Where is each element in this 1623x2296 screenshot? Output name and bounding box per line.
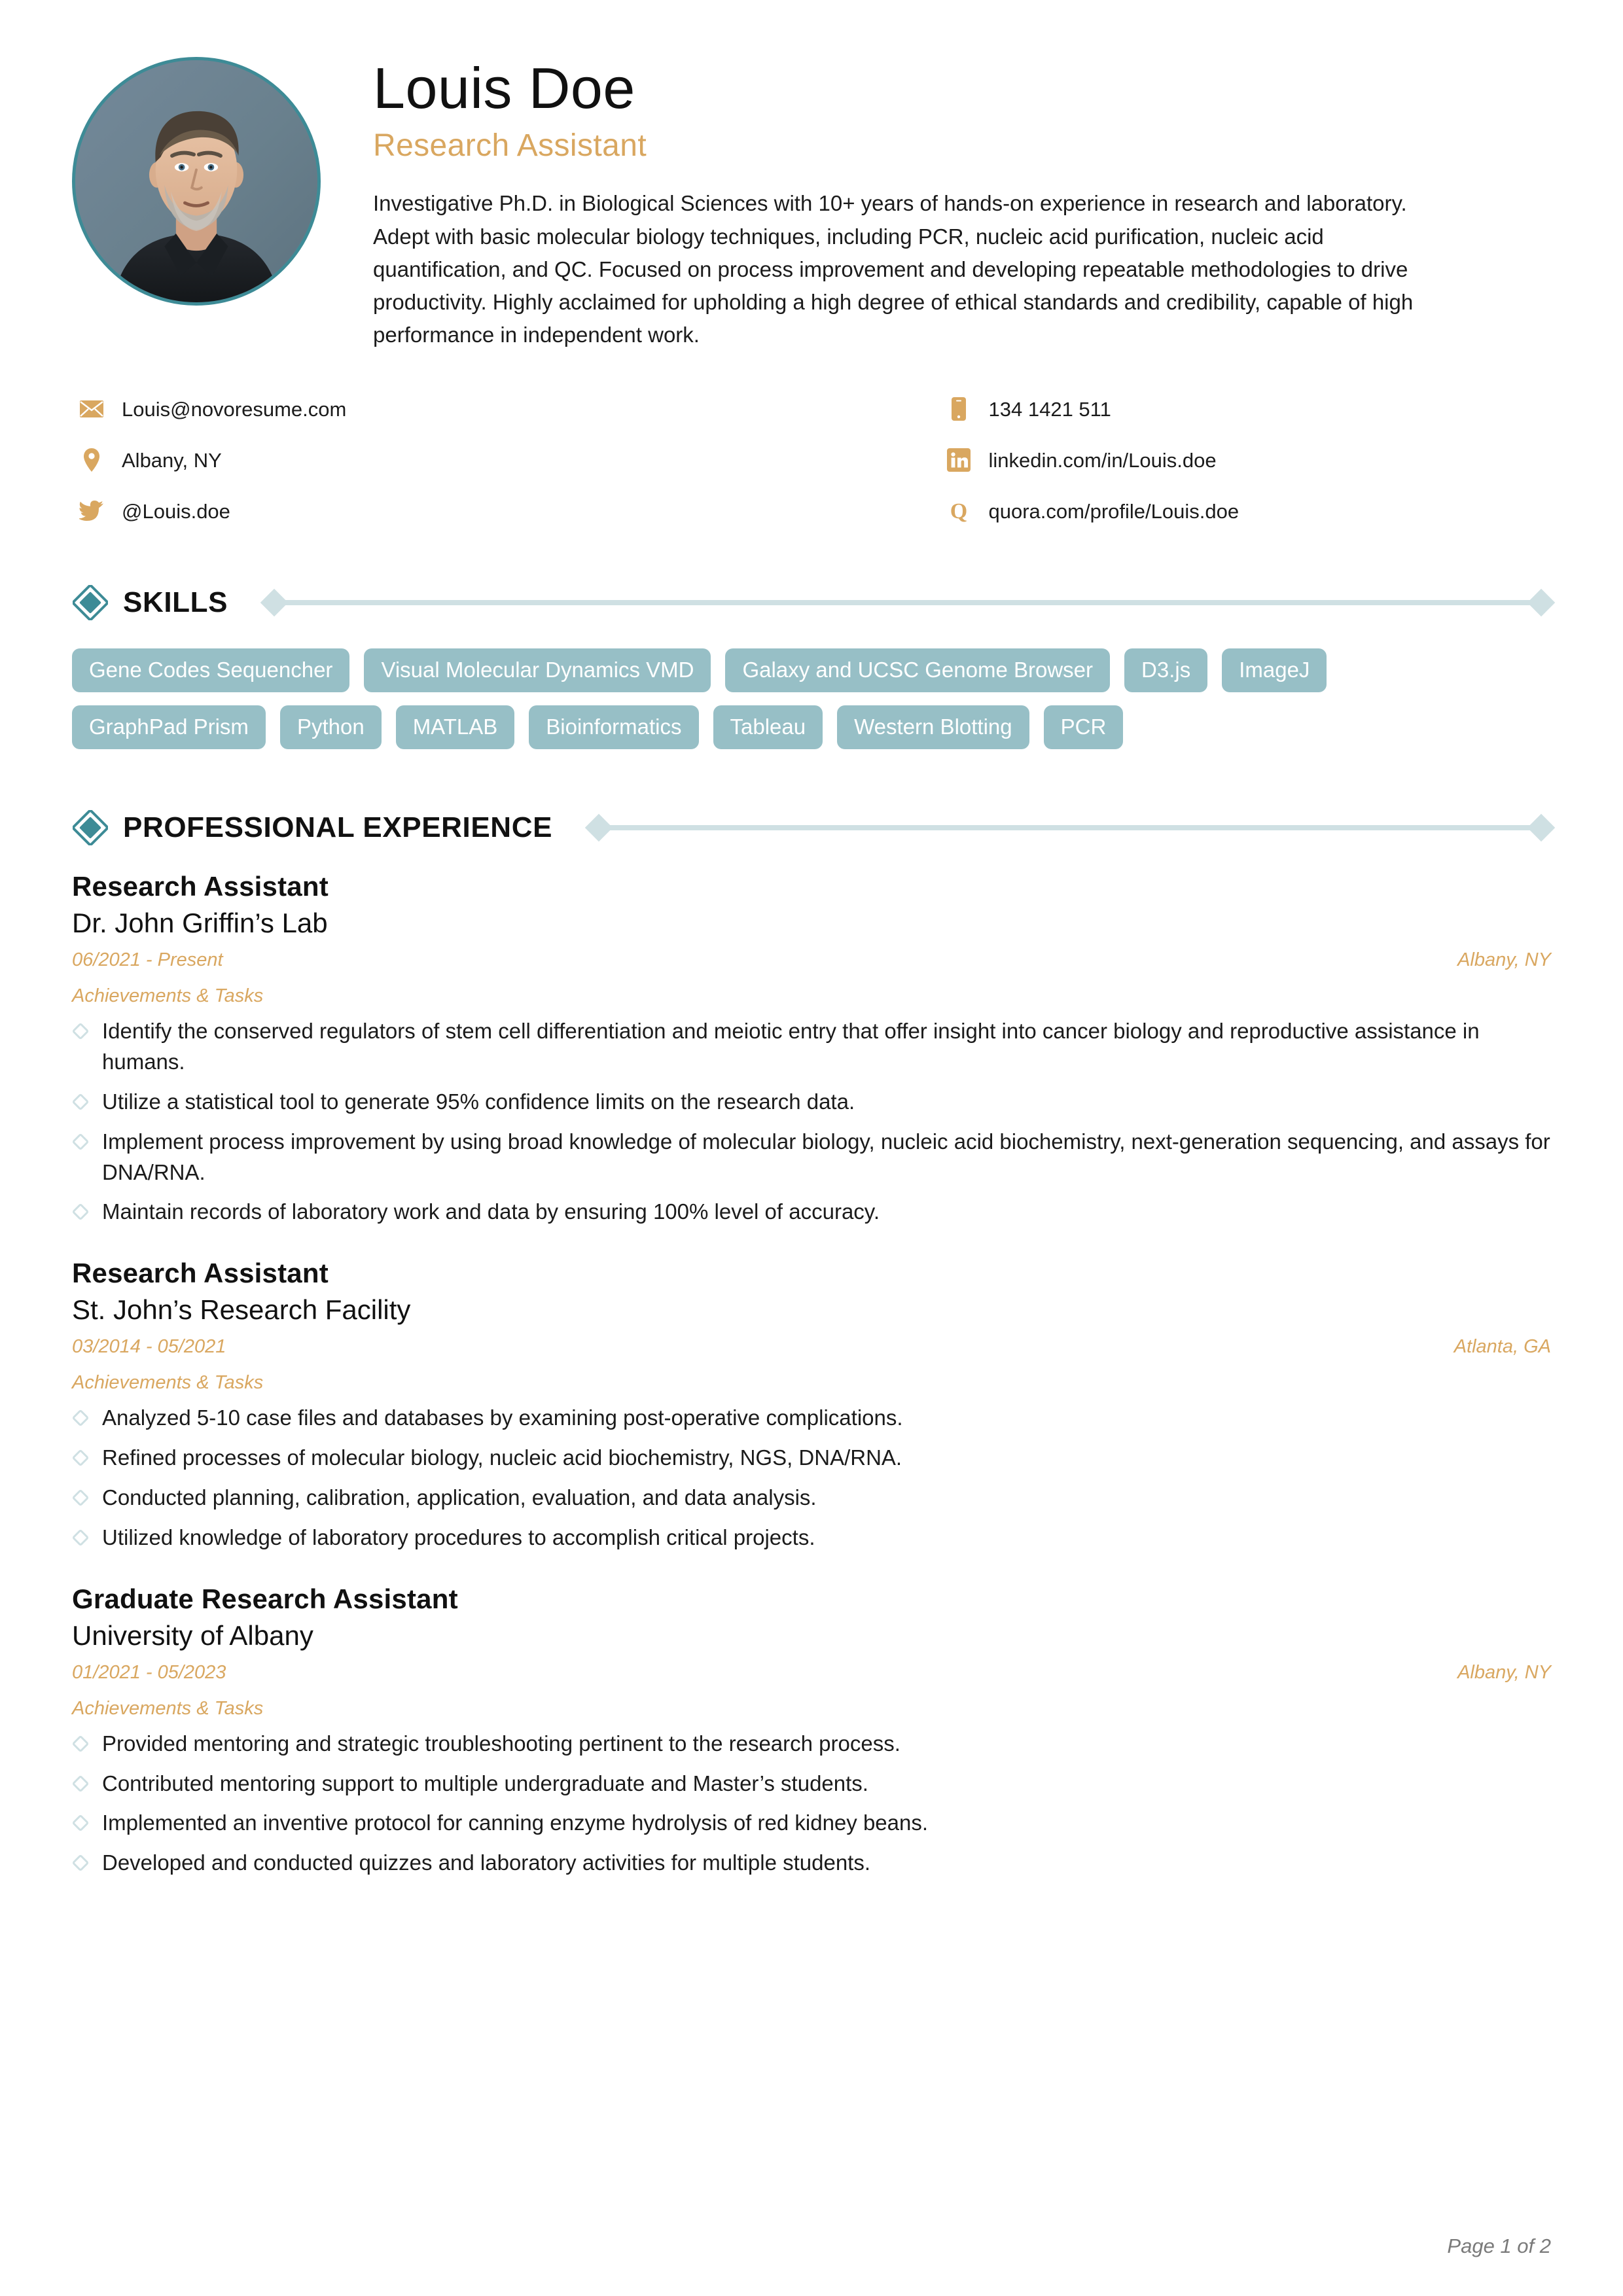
diamond-bullet-icon [72, 1529, 89, 1546]
job-entry [72, 871, 1551, 1227]
achievement-list [72, 1016, 1551, 1227]
skill-tag[interactable]: Python [280, 705, 382, 749]
job-location: Albany, NY [1457, 949, 1551, 971]
location-pin-icon [79, 447, 105, 473]
achievement-text: Maintain records of laboratory work and data by ensuring 100% level of accuracy. [102, 1199, 880, 1224]
diamond-bullet-icon [72, 1203, 89, 1220]
diamond-bullet-icon [72, 1854, 89, 1871]
job-role: Research Assistant [72, 1258, 329, 1289]
list-item [72, 1483, 1551, 1513]
skill-tag[interactable]: Tableau [713, 705, 823, 749]
achievement-list [72, 1729, 1551, 1879]
job-entry [72, 1258, 1551, 1553]
skills-tag-list [72, 648, 1499, 749]
header-job-title: Research Assistant [373, 128, 647, 164]
diamond-icon [72, 584, 109, 621]
divider-line [284, 600, 1531, 605]
achievement-text: Identify the conserved regulators of stem cell differentiation and meiotic entry that offer insight into cancer biology and reproductive assistance in humans. [102, 1019, 1480, 1074]
phone-icon [946, 396, 972, 422]
contact-value: linkedin.com/in/Louis.doe [988, 448, 1217, 472]
achievement-text: Utilized knowledge of laboratory procedures to accomplish critical projects. [102, 1525, 815, 1549]
contact-item-email[interactable] [79, 396, 815, 422]
skills-section-header [72, 584, 1551, 621]
achievement-text: Refined processes of molecular biology, nucleic acid biochemistry, NGS, DNA/RNA. [102, 1445, 902, 1470]
job-location: Atlanta, GA [1454, 1336, 1551, 1358]
linkedin-icon [946, 447, 972, 473]
diamond-bullet-icon [72, 1489, 89, 1506]
contact-item-quora[interactable] [946, 498, 1551, 524]
list-item [72, 1729, 1551, 1759]
divider-diamond-right [1527, 814, 1555, 841]
job-location: Albany, NY [1457, 1661, 1551, 1683]
diamond-bullet-icon [72, 1023, 89, 1040]
diamond-bullet-icon [72, 1409, 89, 1426]
divider-diamond-left [585, 814, 613, 841]
email-icon [79, 396, 105, 422]
achievements-label: Achievements & Tasks [72, 985, 264, 1007]
job-dates: 01/2021 - 05/2023 [72, 1661, 226, 1683]
skill-tag[interactable]: ImageJ [1222, 648, 1327, 692]
section-divider [264, 593, 1551, 612]
skill-tag[interactable]: MATLAB [396, 705, 515, 749]
section-title: PROFESSIONAL EXPERIENCE [123, 811, 553, 844]
header-text-block [373, 49, 1551, 351]
skill-tag[interactable]: GraphPad Prism [72, 705, 266, 749]
list-item [72, 1197, 1551, 1227]
achievement-text: Developed and conducted quizzes and laboratory activities for multiple students. [102, 1850, 871, 1875]
job-role: Graduate Research Assistant [72, 1583, 458, 1614]
list-item [72, 1016, 1551, 1078]
achievement-text: Implemented an inventive protocol for canning enzyme hydrolysis of red kidney beans. [102, 1810, 929, 1835]
contact-value: Albany, NY [122, 448, 222, 472]
page-title: Louis Doe [373, 56, 635, 120]
contact-item-phone[interactable] [946, 396, 1551, 422]
list-item [72, 1523, 1551, 1553]
job-meta [72, 1336, 1551, 1358]
diamond-bullet-icon [72, 1449, 89, 1466]
diamond-icon [72, 809, 109, 846]
contact-value: quora.com/profile/Louis.doe [988, 499, 1240, 523]
list-item [72, 1087, 1551, 1118]
job-company: University of Albany [72, 1619, 313, 1651]
experience-section-header [72, 809, 1551, 846]
twitter-icon [79, 498, 105, 524]
job-company: Dr. John Griffin’s Lab [72, 908, 328, 939]
list-item [72, 1808, 1551, 1839]
skill-tag[interactable]: Bioinformatics [529, 705, 698, 749]
list-item [72, 1443, 1551, 1474]
achievement-text: Implement process improvement by using broad knowledge of molecular biology, nucleic acid biochemistry, next-generation sequencing, and assays for DNA/RNA. [102, 1129, 1550, 1184]
achievement-list [72, 1403, 1551, 1553]
job-list [72, 871, 1551, 1879]
achievement-text: Analyzed 5-10 case files and databases by examining post-operative complications. [102, 1405, 903, 1430]
contact-item-linkedin[interactable] [946, 447, 1551, 473]
job-meta [72, 1662, 1551, 1684]
list-item [72, 1127, 1551, 1188]
skill-tag[interactable]: D3.js [1124, 648, 1207, 692]
diamond-bullet-icon [72, 1814, 89, 1831]
page-indicator: Page 1 of 2 [1447, 2234, 1551, 2257]
section-divider [589, 818, 1551, 838]
skill-tag[interactable]: PCR [1044, 705, 1124, 749]
divider-diamond-right [1527, 589, 1555, 616]
achievement-text: Contributed mentoring support to multiple undergraduate and Master’s students. [102, 1771, 868, 1795]
job-dates: 06/2021 - Present [72, 949, 223, 971]
contact-block [72, 396, 1551, 524]
contact-item-twitter[interactable] [79, 498, 815, 524]
diamond-bullet-icon [72, 1093, 89, 1110]
diamond-bullet-icon [72, 1735, 89, 1752]
job-role: Research Assistant [72, 871, 329, 902]
skills-section [72, 584, 1551, 749]
svg-text:Q: Q [950, 499, 967, 524]
achievement-text: Utilize a statistical tool to generate 95% confidence limits on the research data. [102, 1089, 855, 1114]
section-title: SKILLS [123, 586, 228, 619]
avatar-wrapper [72, 49, 327, 306]
contact-value: Louis@novoresume.com [122, 397, 347, 421]
skill-tag[interactable]: Galaxy and UCSC Genome Browser [725, 648, 1110, 692]
summary-paragraph: Investigative Ph.D. in Biological Sciences with 10+ years of hands-on experience in research and laboratory. Adept with basic molecular biology techniques, including PCR, nucleic acid purification, nucleic acid quantification, and QC. Focused on process improvement and developing repeatable methodologies to drive productivity. Highly acclaimed for upholding a high degree of ethical standards and credibility, capable of high performance in independent work. [373, 191, 1414, 347]
contact-column-right [815, 396, 1551, 524]
contact-value: 134 1421 511 [988, 397, 1111, 421]
achievement-text: Conducted planning, calibration, application, evaluation, and data analysis. [102, 1485, 817, 1510]
quora-icon [946, 498, 972, 524]
job-meta [72, 949, 1551, 971]
achievements-label: Achievements & Tasks [72, 1372, 264, 1394]
job-company: St. John’s Research Facility [72, 1294, 411, 1326]
list-item [72, 1769, 1551, 1799]
skill-tag[interactable]: Gene Codes Sequencher [72, 648, 349, 692]
skill-tag[interactable]: Western Blotting [837, 705, 1029, 749]
resume-header [72, 49, 1551, 351]
job-dates: 03/2014 - 05/2021 [72, 1336, 226, 1358]
list-item [72, 1403, 1551, 1434]
avatar [72, 57, 321, 306]
divider-diamond-left [260, 589, 288, 616]
diamond-bullet-icon [72, 1133, 89, 1150]
job-entry [72, 1583, 1551, 1879]
skill-tag[interactable]: Visual Molecular Dynamics VMD [364, 648, 711, 692]
diamond-bullet-icon [72, 1775, 89, 1792]
achievement-text: Provided mentoring and strategic troubleshooting pertinent to the research process. [102, 1731, 901, 1756]
contact-item-location[interactable] [79, 447, 815, 473]
achievements-label: Achievements & Tasks [72, 1697, 264, 1719]
contact-value: @Louis.doe [122, 499, 230, 523]
experience-section [72, 809, 1551, 1879]
divider-line [609, 825, 1531, 830]
list-item [72, 1848, 1551, 1879]
contact-column-left [72, 396, 815, 524]
